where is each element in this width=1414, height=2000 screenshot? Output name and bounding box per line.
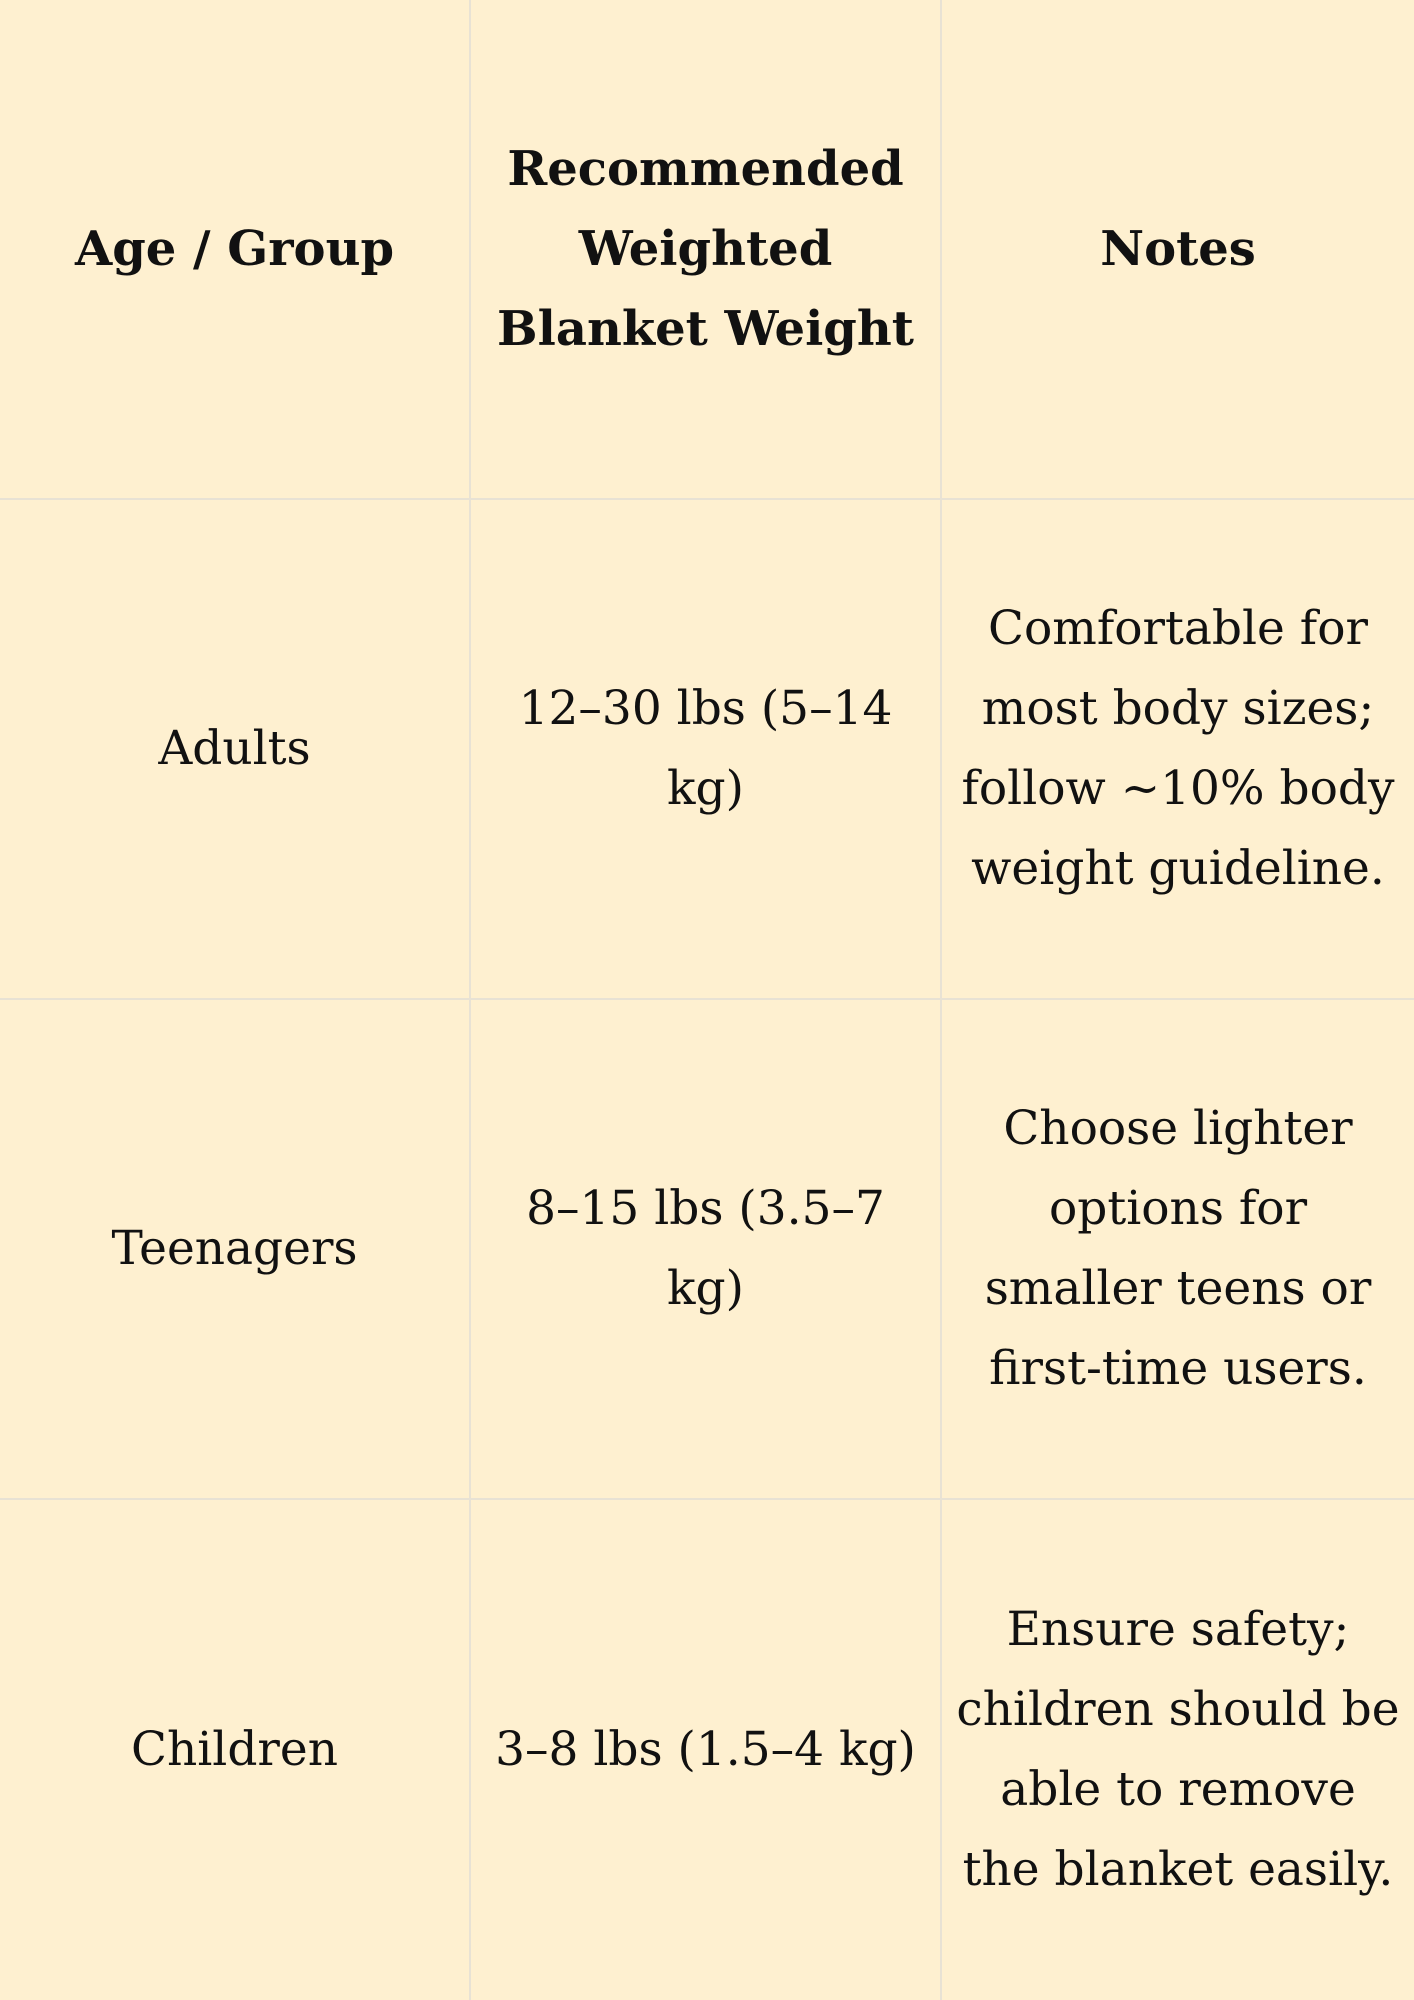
table-cell-group — [0, 500, 471, 1000]
group-label: Children — [131, 1722, 338, 1777]
group-label: Adults — [158, 721, 311, 776]
weight-value: 12–30 lbs (5–14 kg) — [518, 681, 893, 816]
table-cell-group — [0, 1500, 471, 2000]
table-cell-notes — [942, 500, 1414, 1000]
notes-text: Comfortable for most body sizes; follow ~10% body weight guideline. — [961, 601, 1395, 896]
header-age-group — [0, 0, 471, 500]
weight-value: 8–15 lbs (3.5–7 kg) — [526, 1181, 885, 1316]
notes-text: Choose lighter options for smaller teens or first-time users. — [984, 1101, 1372, 1396]
table-cell-group — [0, 1000, 471, 1500]
header-notes-label: Notes — [1100, 221, 1256, 277]
header-recommended-weight-label: Recommended Weighted Blanket Weight — [497, 141, 914, 357]
header-age-group-label: Age / Group — [74, 221, 395, 277]
group-label: Teenagers — [111, 1221, 358, 1276]
table-cell-weight — [471, 1000, 942, 1500]
table-cell-weight — [471, 500, 942, 1000]
table-cell-notes — [942, 1000, 1414, 1500]
table-cell-notes — [942, 1500, 1414, 2000]
weight-value: 3–8 lbs (1.5–4 kg) — [495, 1722, 916, 1777]
table-cell-weight — [471, 1500, 942, 2000]
header-recommended-weight — [471, 0, 942, 500]
notes-text: Ensure safety; children should be able to remove the blanket easily. — [956, 1602, 1400, 1897]
header-notes — [942, 0, 1414, 500]
